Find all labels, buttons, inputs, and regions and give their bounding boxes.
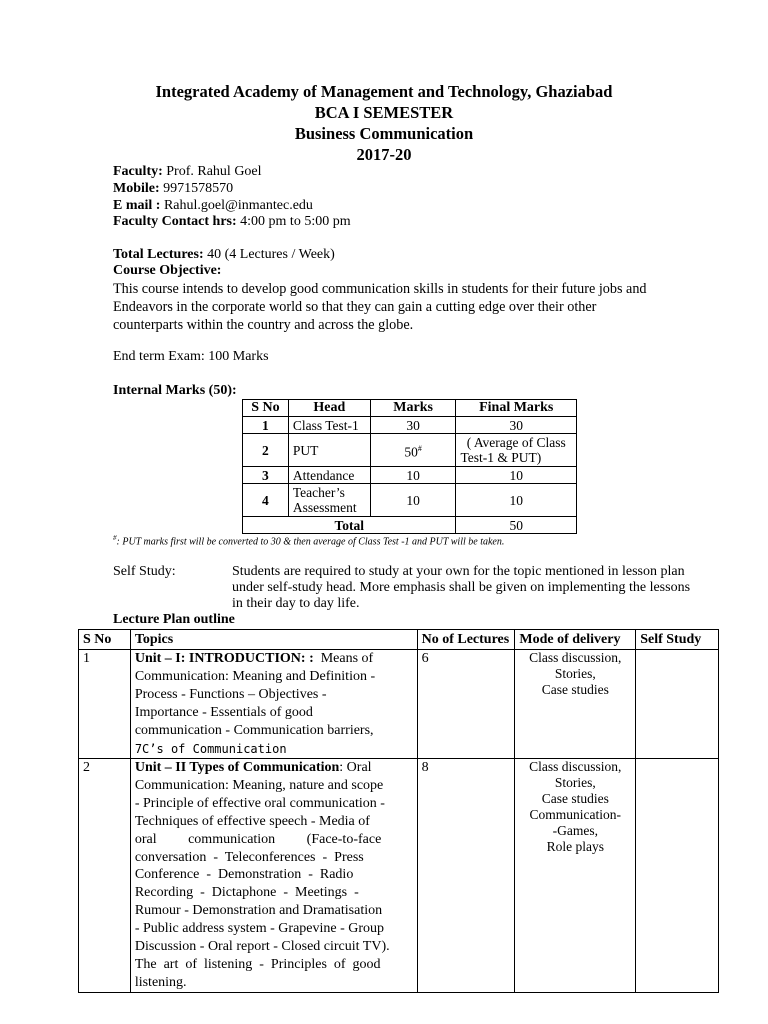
internal-marks-label [113,383,237,399]
table-row [243,434,577,467]
row-mode [515,650,636,759]
row-marks: 30 [370,417,456,434]
row-final: 30 [456,417,577,434]
head-line-1: Teacher’s [292,485,345,500]
topic-line: oral communication (Face-to-face [134,831,382,847]
topic-line: communication - Communication barriers, [134,723,374,738]
self-study-label: Self Study: [113,564,176,579]
row-self-study [636,759,719,993]
mode-line: -Games, [552,823,598,838]
row-marks: 10 [370,484,456,517]
topic-line: conversation - Teleconferences - Press [134,849,364,865]
mode-line: Role plays [546,839,604,854]
topic-line: listening. [134,974,187,990]
row-final: 10 [456,467,577,484]
final-line-1: ( Average of Class [466,435,566,450]
row-lectures: 6 [417,650,515,759]
topic-line [135,650,413,668]
topic-text: : Oral [339,760,372,775]
lecture-plan-header-row [79,630,719,650]
col-sno: S No [243,400,289,417]
internal-table-header-row [243,400,577,417]
row-sno: 3 [262,467,269,483]
row-final [456,434,577,467]
col-marks: Marks [370,400,456,417]
head-line-2: Assessment [292,500,357,515]
row-self-study [636,650,719,759]
col-no-of-lectures: No of Lectures [417,630,515,650]
unit-title: Unit – II Types of Communication [134,760,340,775]
mode-line: Communication- [529,807,622,822]
subject-title: Business Communication [294,124,474,143]
mode-line: Class discussion, [529,650,622,665]
col-self-study: Self Study [636,630,719,650]
objective-line-1: This course intends to develop good communication skills in students for their future jobs and [113,281,647,297]
row-head [288,484,370,517]
objective-line-3: counterparts within the country and across the globe. [113,317,414,333]
lecture-plan-heading: Lecture Plan outline [113,612,235,627]
mobile-value: 9971578570 [163,181,234,196]
row-head: PUT [288,434,370,467]
row-mode [515,759,636,993]
topic-line [135,759,413,777]
mobile-label: Mobile: [113,181,160,196]
email-line [113,198,313,214]
session-title: 2017-20 [356,145,412,164]
row-topic [130,759,417,993]
table-row [243,417,577,434]
topic-line: Importance - Essentials of good [134,705,313,720]
unit-title: Unit – I: INTRODUCTION: : [134,651,314,666]
mode-line: Class discussion, [529,759,622,774]
col-head: Head [288,400,370,417]
topic-line: Conference - Demonstration - Radio [134,867,354,883]
topic-line: Discussion - Oral report - Closed circuit TV). [134,939,390,955]
table-row [243,467,577,484]
footnote-text: : PUT marks first will be converted to 30 & then average of Class Test -1 and PUT will be taken. [116,536,505,548]
lecture-plan-table [78,629,719,993]
col-topics: Topics [130,630,417,650]
course-objective-heading: Course Objective: [113,263,222,278]
col-sno: S No [79,630,131,650]
col-final-marks: Final Marks [456,400,577,417]
mode-line: Case studies [541,791,609,806]
row-sno: 2 [79,759,131,993]
table-row [79,650,719,759]
contact-hrs-value: 4:00 pm to 5:00 pm [240,214,351,229]
total-lectures-line [113,247,335,263]
email-value: Rahul.goel@inmantec.edu [163,198,313,213]
faculty-value: Prof. Rahul Goel [166,164,262,179]
row-topic [130,650,417,759]
total-lectures-value: 40 (4 Lectures / Week) [207,247,335,262]
table-row [243,484,577,517]
marks-footnote-mark: # [417,443,422,453]
total-value: 50 [456,517,577,534]
contact-hrs-line [113,214,351,230]
footnote-mark: # [113,534,117,542]
row-sno: 1 [79,650,131,759]
mode-line: Stories, [554,666,596,681]
topic-line: The art of listening - Principles of good [134,956,381,972]
topic-line: Communication: Meaning and Definition - [134,669,376,684]
topic-line: Techniques of effective speech - Media of [134,813,370,829]
self-study-line-1: Students are required to study at your own for the topic mentioned in lesson plan [232,564,685,579]
col-mode-of-delivery: Mode of delivery [515,630,636,650]
topic-line: 7C’s of Communication [134,742,287,756]
self-study-line-2: under self-study head. More emphasis shall be given on implementing the lessons [232,580,691,595]
self-study-line-3: in their day to day life. [232,596,360,611]
email-label: E mail : [113,198,161,213]
table-row [79,759,719,993]
mode-line: Stories, [554,775,596,790]
lecture-plan-title [113,612,235,628]
internal-marks-heading: Internal Marks (50): [113,383,237,398]
footnote [113,534,504,547]
row-lectures: 8 [417,759,515,993]
internal-marks-table [242,399,577,534]
row-sno: 1 [262,417,269,433]
end-term-exam: End term Exam: 100 Marks [113,349,269,364]
table-total-row [243,517,577,534]
mode-line: Case studies [541,682,609,697]
topic-text: Means of [320,651,374,666]
row-sno: 2 [262,442,269,458]
row-head: Attendance [288,467,370,484]
course-objective-label [113,263,221,279]
total-label: Total [334,517,364,533]
topic-line: - Principle of effective oral communication - [134,795,385,811]
row-marks: 10 [370,467,456,484]
topic-line: Recording - Dictaphone - Meetings - [134,885,359,901]
program-title: BCA I SEMESTER [314,103,454,122]
marks-value: 50 [404,444,418,460]
contact-hrs-label: Faculty Contact hrs: [113,214,237,229]
total-lectures-label: Total Lectures: [113,247,204,262]
row-final: 10 [456,484,577,517]
row-head: Class Test-1 [288,417,370,434]
objective-line-2: Endeavors in the corporate world so that they can gain a cutting edge over their other [113,299,597,315]
topic-line: Communication: Meaning, nature and scope [134,777,384,793]
final-line-2: Test-1 & PUT) [460,450,542,465]
topic-line: Rumour - Demonstration and Dramatisation [134,903,383,919]
row-sno: 4 [262,492,269,508]
faculty-line [113,164,262,180]
topic-line: Process - Functions – Objectives - [134,687,327,702]
faculty-label: Faculty: [113,164,163,179]
topic-line: - Public address system - Grapevine - Group [134,921,385,937]
row-marks [370,434,456,467]
mobile-line [113,181,233,197]
institute-title: Integrated Academy of Management and Technology, Ghaziabad [155,82,613,101]
